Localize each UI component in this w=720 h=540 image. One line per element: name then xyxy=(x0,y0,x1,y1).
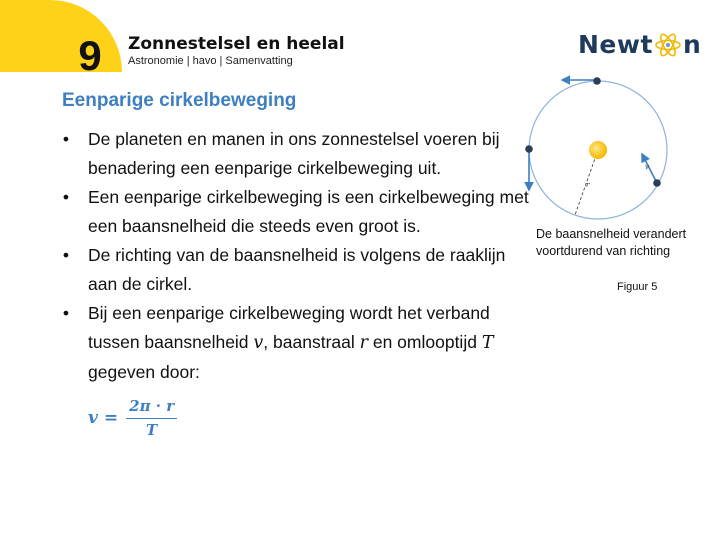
figure-label: Figuur 5 xyxy=(617,281,658,293)
bullet-text-part: Bij een eenparige cirkelbeweging wordt het verband tussen baansnelheid xyxy=(88,303,490,352)
formula-lhs: v xyxy=(88,408,98,428)
formula-fraction xyxy=(126,397,177,439)
logo-text-left: Newt xyxy=(578,30,653,59)
bullet-text: Een eenparige cirkelbeweging is een cirkelbeweging met een baansnelheid die steeds even groot is. xyxy=(88,187,529,236)
bullet-item: • Bij een eenparige cirkelbeweging wordt het verband tussen baansnelheid v, baanstraal r en omlooptijd T gegeven door: xyxy=(62,303,494,382)
planet-top xyxy=(593,77,601,85)
symbol-T: T xyxy=(481,333,494,353)
bullet-text-part: en omlooptijd xyxy=(367,332,482,352)
section-title: Eenparige cirkelbeweging xyxy=(62,90,297,111)
formula-numerator: 2π · r xyxy=(126,397,177,419)
label-v: v xyxy=(645,163,649,171)
header-subtitle: Astronomie | havo | Samenvatting xyxy=(128,55,293,67)
bullet-text-part: gegeven door: xyxy=(88,362,200,382)
bullet-list xyxy=(60,125,530,387)
atom-icon xyxy=(654,31,682,59)
header-title: Zonnestelsel en heelal xyxy=(128,34,345,54)
newton-logo xyxy=(578,30,701,59)
sun-icon xyxy=(589,141,607,159)
bullet-item: • De planeten en manen in ons zonnestelsel voeren bij benadering een eenparige cirkelbeweging uit. xyxy=(62,129,500,178)
figure-caption: De baansnelheid verandert voortdurend van richting xyxy=(536,227,687,258)
bullet-text: De planeten en manen in ons zonnestelsel voeren bij benadering een eenparige cirkelbeweging uit. xyxy=(88,129,500,178)
symbol-v: v xyxy=(253,333,264,353)
velocity-formula xyxy=(88,397,177,439)
bullet-text-part: , baanstraal xyxy=(263,332,360,352)
formula-denominator: T xyxy=(146,421,158,439)
logo-text-right: n xyxy=(682,30,702,59)
bullet-item: • De richting van de baansnelheid is volgens de raaklijn aan de cirkel. xyxy=(62,245,506,294)
formula-equals: = xyxy=(103,408,119,428)
planet-left xyxy=(525,145,533,153)
orbit-diagram xyxy=(520,70,720,230)
chapter-number: 9 xyxy=(78,32,102,79)
planet-right xyxy=(653,179,661,187)
bullet-item: • Een eenparige cirkelbeweging is een cirkelbeweging met een baansnelheid die steeds even groot is. xyxy=(62,187,529,236)
label-r: r xyxy=(586,181,590,189)
symbol-r: r xyxy=(359,333,368,353)
bullet-text: De richting van de baansnelheid is volgens de raaklijn aan de cirkel. xyxy=(88,245,506,294)
